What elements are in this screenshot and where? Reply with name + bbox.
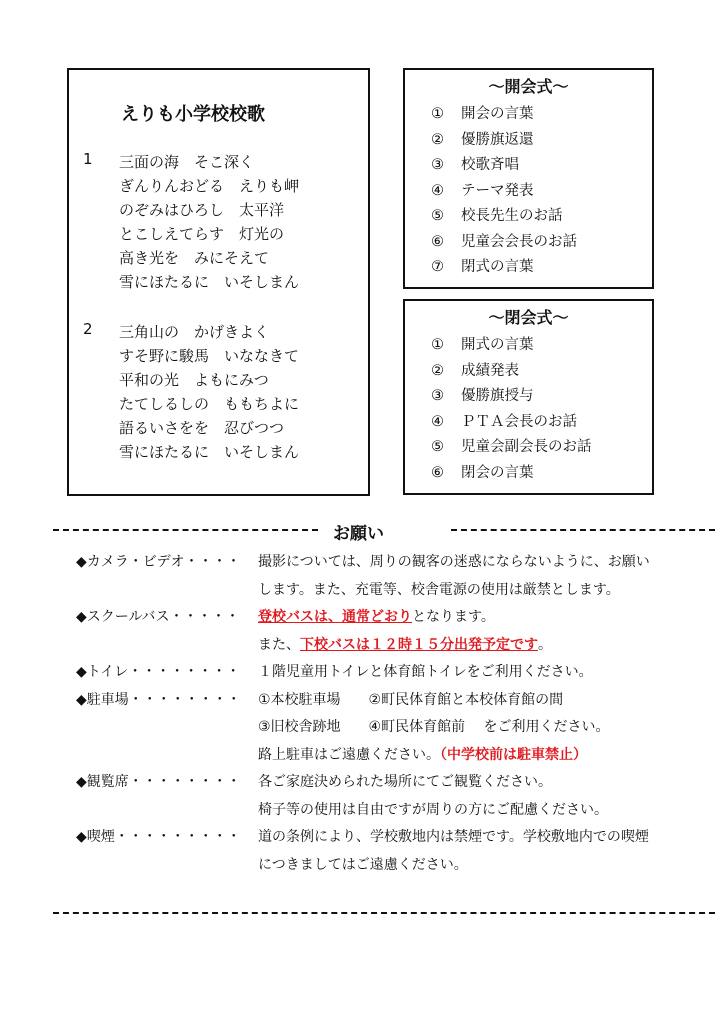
program-item: ⑥ 閉会の言葉 [431,464,534,481]
verse-line: 平和の光 よもにみつ [119,371,269,389]
request-text: １階児童用トイレと体育館トイレをご利用ください。 [258,664,593,680]
verse-line: 三面の海 そこ深く [119,153,255,171]
verse-line: 語るいさをを 忍びつつ [119,419,285,437]
verse-line: とこしえてらす 灯光の [119,225,285,243]
closing-ceremony-box [403,299,654,495]
request-text: ③旧校舎跡地 ④町民体育館前 をご利用ください。 [258,719,610,735]
program-item: ③ 校歌斉唱 [431,157,519,173]
request-text: 椅子等の使用は自由ですが周りの方にご配慮ください。 [258,801,608,818]
request-label: ◆スクールバス・・・・・ [76,609,240,625]
request-parking [76,687,706,715]
requests-heading: お願い [333,524,384,544]
verse-line: 雪にほたるに いそしまん [119,443,300,461]
verse-line: のぞみはひろし 太平洋 [119,201,285,219]
program-item: ③ 優勝旗授与 [431,388,534,404]
program-item: ④ ＰＴＡ会長のお話 [431,413,577,430]
song-title: えりも小学校校歌 [121,104,265,125]
verse-line: 三角山の かげきよく [119,323,270,341]
request-text: 撮影については、周りの観客の迷惑にならないように、お願い [258,554,650,570]
divider-line [53,529,318,531]
program-item: ⑥ 児童会会長のお話 [431,233,577,250]
opening-ceremony-box [403,68,654,289]
closing-program-list [431,333,592,486]
verse-number: 1 [83,150,93,168]
request-text: します。また、充電等、校舎電源の使用は厳禁とします。 [258,581,620,598]
divider-line [451,529,715,531]
divider-line [53,912,715,914]
parking-ban-note: （中学校前は駐車禁止） [440,746,587,763]
request-label: ◆喫煙・・・・・・・・・ [76,829,241,845]
request-text: ①本校駐車場 ②町民体育館と本校体育館の間 [258,691,564,708]
program-item: ⑤ 校長先生のお話 [431,208,563,224]
program-item: ⑤ 児童会副会長のお話 [431,439,592,455]
request-label: ◆観覧席・・・・・・・・ [76,774,241,790]
request-camera [76,549,706,577]
verse-line: すそ野に駿馬 いななきて [119,347,300,365]
program-item: ④ テーマ発表 [431,182,534,199]
closing-title: ～閉会式～ [488,308,569,327]
school-song-box [67,68,370,496]
request-toilet [76,659,706,687]
verse-number: 2 [83,320,93,338]
bus-departure-note: 下校バスは１２時１５分出発予定です [300,636,538,653]
program-item: ⑦ 閉式の言葉 [431,259,534,275]
requests-divider-bottom [53,903,715,923]
program-item: ① 開会の言葉 [431,106,534,122]
program-item: ② 優勝旗返還 [431,131,534,148]
request-text: 道の条例により、学校敷地内は禁煙です。学校敷地内での喫煙 [258,829,649,845]
request-text: 各ご家庭決められた場所にてご観覧ください。 [258,774,552,790]
verse-line: 雪にほたるに いそしまん [119,273,300,291]
request-smoking [76,824,706,852]
request-label: ◆駐車場・・・・・・・・ [76,691,241,708]
requests-list: ◆カメラ・ビデオ・・・・ 撮影については、周りの観客の迷惑にならないように、お願い します。また、充電等、校舎電源の使用は厳禁とします。 ◆スクールバス・・・・・ 登校バスは、通常どおりとなります。 また、下校バスは１２時１５分出発予定です。 ◆トイレ・・・・・・・・ １階児童用トイレと体育館トイレをご利用ください。 ◆駐車場・・・・・・・・ ①本校駐車場 ②町民体育館と本校体育館の間 ③旧校舎跡地 ④町民体育館前 をご利用ください。 路上駐車はご遠慮ください。（中学校前は駐車禁止） ◆観覧席・・・・・・・・ 各ご家庭決められた場所にてご観覧ください。 椅子等の使用は自由ですが周りの方にご配慮ください。 ◆喫煙・・・・・・・・・ 道の条例により、学校敷地内は禁煙です。学校敷地内での喫煙 につきましてはご遠慮ください。 [76,549,706,879]
requests-divider-top [53,520,715,544]
program-item: ② 成績発表 [431,362,519,379]
verse-line: ぎんりんおどる えりも岬 [119,177,300,195]
request-label: ◆カメラ・ビデオ・・・・ [76,554,241,570]
opening-title: ～開会式～ [488,77,569,96]
request-label: ◆トイレ・・・・・・・・ [76,664,241,680]
request-seats [76,769,706,797]
verse-line: たてしるしの ももちよに [119,395,300,413]
opening-program-list [431,102,577,281]
verse-line: 高き光を みにそえて [119,249,270,267]
request-text: につきましてはご遠慮ください。 [258,856,468,873]
bus-arrival-note: 登校バスは、通常どおり [258,609,412,625]
request-bus: ◆スクールバス・・・・・ 登校バスは、通常どおりとなります。 [76,604,706,632]
program-item: ① 開式の言葉 [431,337,534,353]
